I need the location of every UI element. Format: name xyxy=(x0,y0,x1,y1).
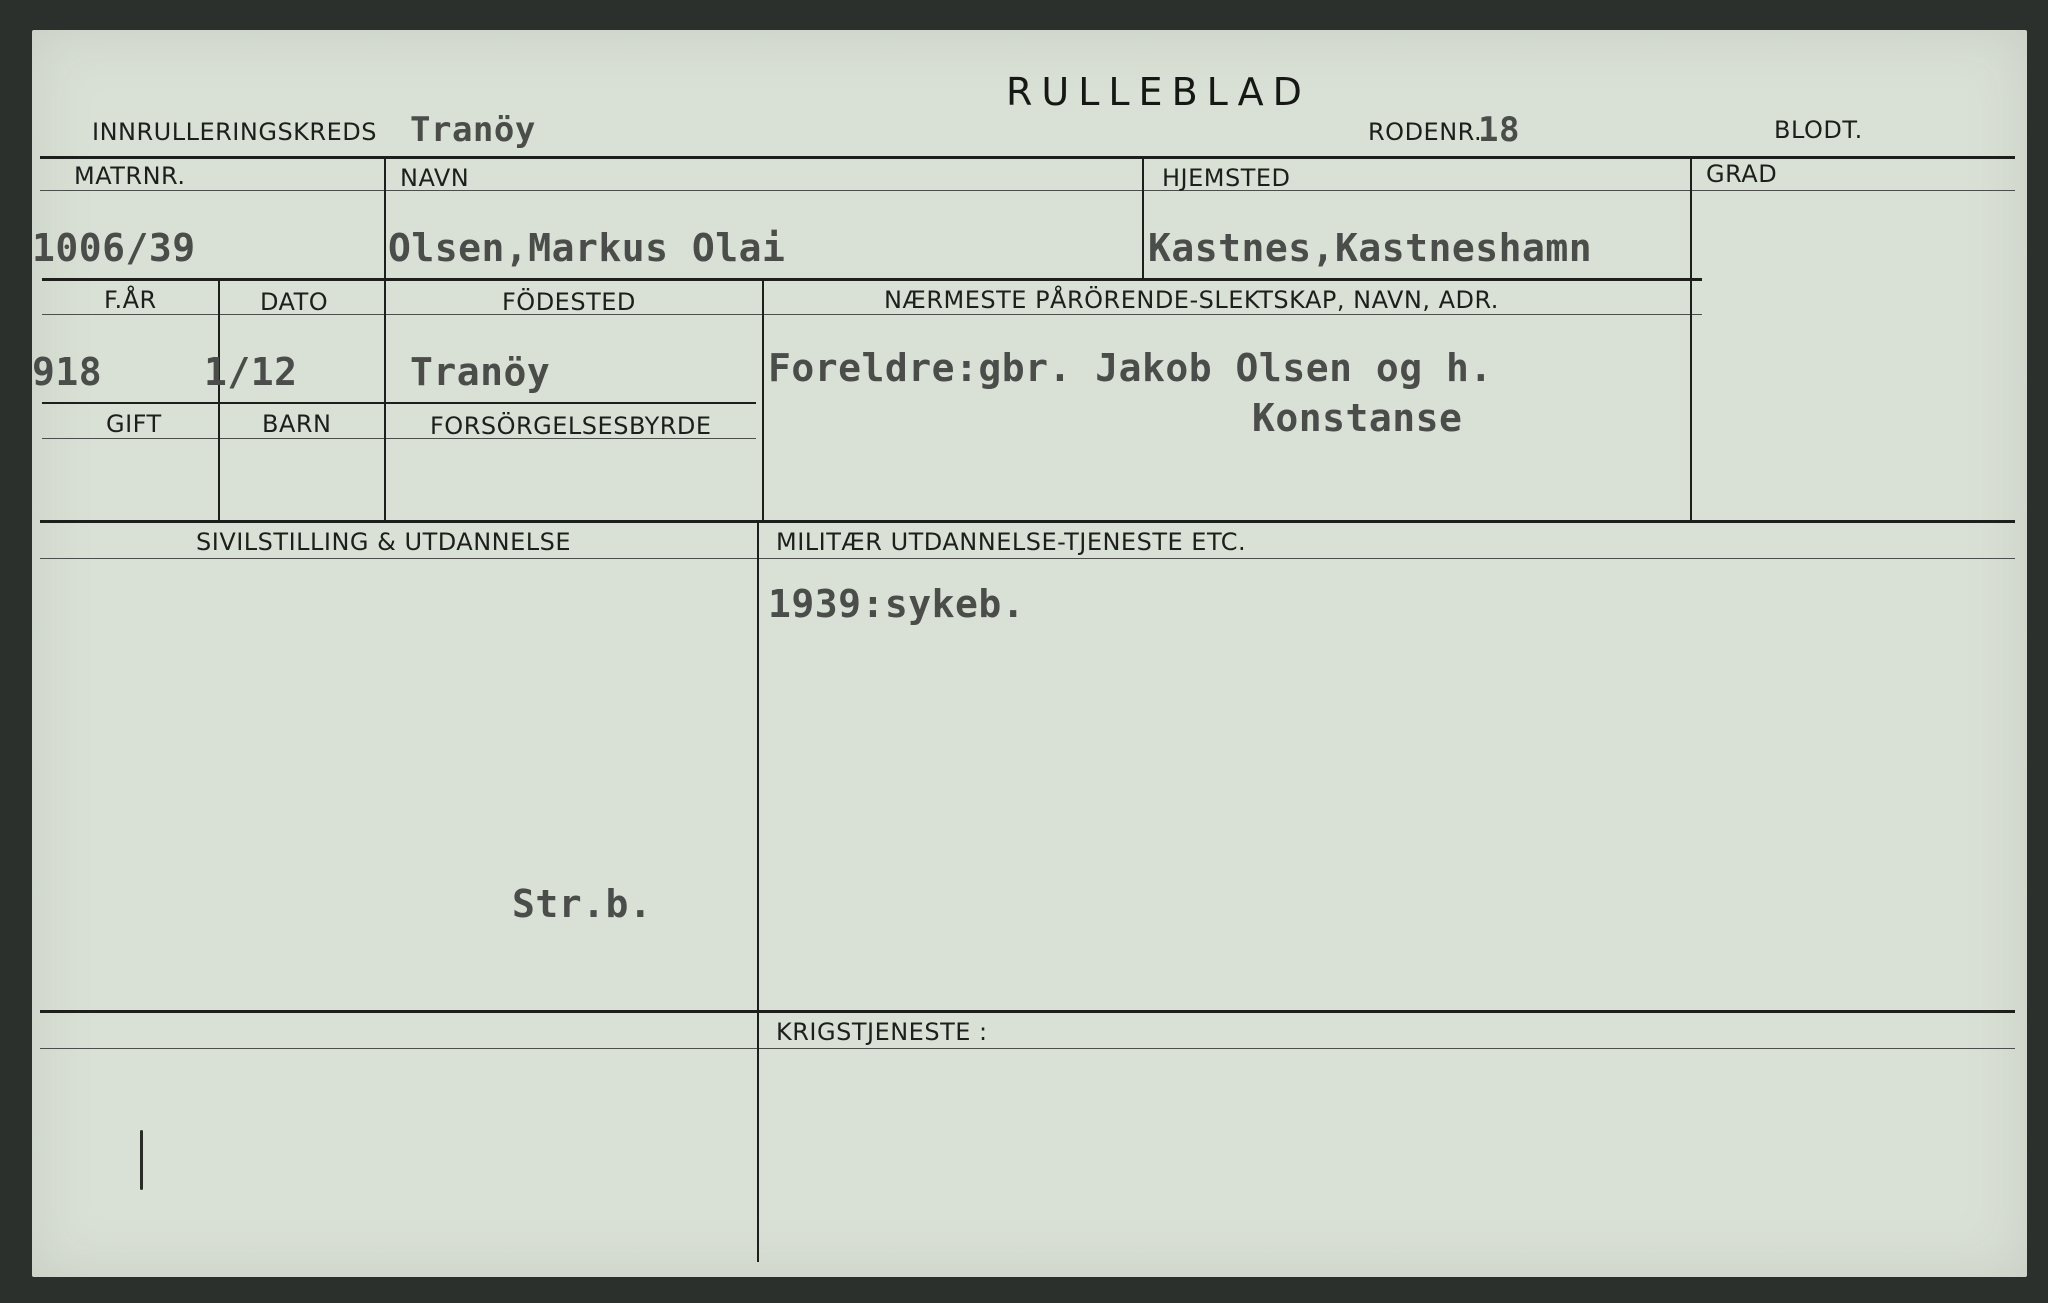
matrnr-label: MATRNR. xyxy=(74,162,186,190)
birthplace-label: FÖDESTED xyxy=(502,288,636,316)
civil-status-label: SIVILSTILLING & UTDANNELSE xyxy=(196,528,572,556)
birth-year-value: 918 xyxy=(32,350,103,394)
home-label: HJEMSTED xyxy=(1162,164,1291,192)
district-label: INNRULLERINGSKREDS xyxy=(92,118,377,146)
war-service-label: KRIGSTJENESTE : xyxy=(776,1018,988,1046)
birthplace-value: Tranöy xyxy=(410,350,551,394)
support-burden-label: FORSÖRGELSESBYRDE xyxy=(430,412,712,440)
next-of-kin-line2: Konstanse xyxy=(1252,396,1463,440)
blood-type-label: BLODT. xyxy=(1774,116,1863,144)
birth-date-value: 1/12 xyxy=(204,350,298,394)
card-title: RULLEBLAD xyxy=(1006,70,1311,114)
birth-year-label: F.ÅR xyxy=(104,286,157,314)
col-divider-date xyxy=(384,280,386,522)
col-divider-matr xyxy=(384,156,386,280)
matrnr-value: 1006/39 xyxy=(32,226,196,270)
next-of-kin-line1: Foreldre:gbr. Jakob Olsen og h. xyxy=(768,346,1493,390)
col-divider-birthplace xyxy=(762,280,764,522)
next-of-kin-label: NÆRMESTE PÅRÖRENDE-SLEKTSKAP, NAVN, ADR. xyxy=(884,286,1499,314)
district-value: Tranöy xyxy=(410,110,536,150)
civil-status-value: Str.b. xyxy=(512,882,653,926)
roll-number-value: 18 xyxy=(1478,110,1520,150)
rule-war-top xyxy=(40,1010,2015,1013)
rule-war-label xyxy=(40,1048,2015,1049)
rule-row3-top xyxy=(42,402,756,404)
col-divider-year xyxy=(218,280,220,522)
married-label: GIFT xyxy=(106,410,162,438)
registration-card xyxy=(32,30,2027,1277)
col-divider-section xyxy=(757,522,759,1262)
pencil-mark xyxy=(140,1130,143,1190)
name-label: NAVN xyxy=(400,164,470,192)
rule-top xyxy=(40,156,2015,159)
military-training-value: 1939:sykeb. xyxy=(768,582,1026,626)
rule-row1-label xyxy=(40,190,2015,191)
rule-section-top xyxy=(40,520,2015,523)
children-label: BARN xyxy=(262,410,332,438)
rule-section-label xyxy=(40,558,2015,559)
grade-label: GRAD xyxy=(1706,160,1778,188)
col-divider-grade xyxy=(1690,156,1692,522)
rule-row1-bottom xyxy=(42,278,1702,281)
home-value: Kastnes,Kastneshamn xyxy=(1148,226,1593,270)
birth-date-label: DATO xyxy=(260,288,329,316)
military-training-label: MILITÆR UTDANNELSE-TJENESTE ETC. xyxy=(776,528,1247,556)
col-divider-name xyxy=(1142,156,1144,280)
roll-number-label: RODENR. xyxy=(1368,118,1483,146)
name-value: Olsen,Markus Olai xyxy=(388,226,786,270)
